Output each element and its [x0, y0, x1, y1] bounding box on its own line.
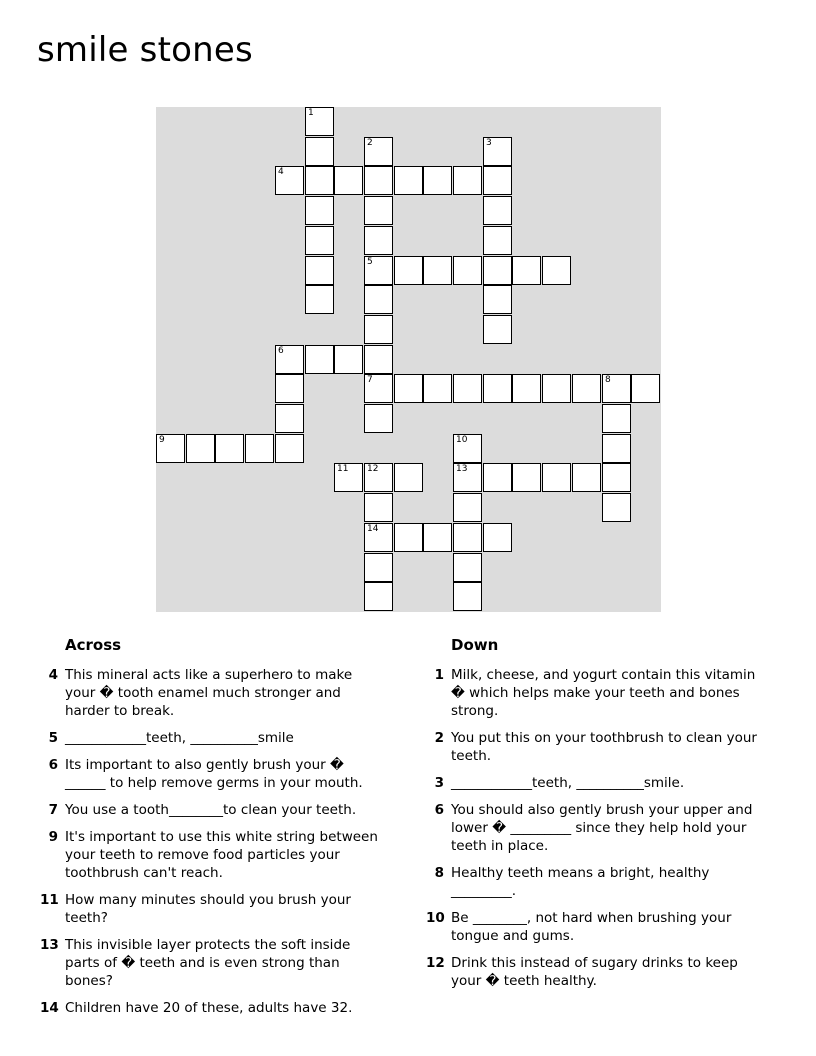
grid-cell[interactable] — [483, 166, 512, 195]
clue-item — [40, 999, 380, 1017]
grid-cell[interactable] — [542, 256, 571, 285]
clue-item — [40, 801, 380, 819]
cell-number: 6 — [278, 346, 284, 356]
grid-cell[interactable] — [364, 226, 393, 255]
clue-number: 8 — [434, 865, 444, 881]
clue-text: This mineral acts like a superhero to make your � tooth enamel much stronger and harder to break. — [65, 667, 353, 719]
page-title: smile stones — [37, 30, 253, 70]
clue-item — [426, 729, 766, 765]
grid-cell[interactable] — [512, 256, 541, 285]
grid-cell[interactable] — [305, 226, 334, 255]
grid-cell[interactable] — [483, 256, 512, 285]
grid-cell[interactable] — [453, 582, 482, 611]
cell-number: 1 — [308, 108, 314, 118]
grid-cell[interactable] — [423, 374, 452, 403]
clue-number: 2 — [434, 730, 444, 746]
grid-cell[interactable] — [631, 374, 660, 403]
grid-cell[interactable] — [483, 226, 512, 255]
clue-item — [426, 864, 766, 900]
grid-cell[interactable] — [364, 345, 393, 374]
cell-number: 12 — [367, 464, 379, 474]
grid-cell[interactable] — [305, 345, 334, 374]
grid-cell[interactable] — [602, 404, 631, 433]
clue-number: 3 — [434, 775, 444, 791]
grid-cell[interactable] — [483, 137, 512, 166]
clue-text: Drink this instead of sugary drinks to keep your � teeth healthy. — [451, 955, 738, 989]
clue-text: You put this on your toothbrush to clean your teeth. — [451, 730, 757, 764]
grid-cell[interactable] — [602, 493, 631, 522]
clue-number: 6 — [434, 802, 444, 818]
cell-number: 14 — [367, 524, 379, 534]
grid-cell[interactable] — [275, 374, 304, 403]
clue-item — [426, 909, 766, 945]
grid-cell[interactable] — [394, 463, 423, 492]
cell-number: 10 — [456, 435, 468, 445]
grid-cell[interactable] — [602, 374, 631, 403]
clue-item — [40, 828, 380, 882]
clue-text: Its important to also gently brush your � ______ to help remove germs in your mouth. — [65, 757, 363, 791]
grid-cell[interactable] — [453, 523, 482, 552]
clue-number: 5 — [48, 730, 58, 746]
cell-number: 2 — [367, 138, 373, 148]
grid-cell[interactable] — [364, 553, 393, 582]
cell-number: 3 — [486, 138, 492, 148]
down-heading: Down — [451, 636, 499, 654]
grid-cell[interactable] — [394, 374, 423, 403]
cell-number: 4 — [278, 167, 284, 177]
crossword-grid — [156, 107, 661, 612]
clue-number: 12 — [426, 955, 445, 971]
cell-number: 8 — [605, 375, 611, 385]
grid-cell[interactable] — [453, 256, 482, 285]
grid-cell[interactable] — [275, 166, 304, 195]
grid-cell[interactable] — [364, 463, 393, 492]
grid-cell[interactable] — [453, 553, 482, 582]
clue-item — [40, 936, 380, 990]
grid-cell[interactable] — [305, 137, 334, 166]
clue-item — [426, 666, 766, 720]
clue-text: Be ________, not hard when brushing your tongue and gums. — [451, 910, 732, 944]
clue-number: 14 — [40, 1000, 59, 1016]
across-clue-list — [40, 666, 380, 1017]
grid-cell[interactable] — [364, 404, 393, 433]
clue-text: You use a tooth________to clean your teeth. — [65, 802, 357, 818]
grid-cell[interactable] — [364, 137, 393, 166]
grid-cell[interactable] — [512, 374, 541, 403]
clue-number: 1 — [434, 667, 444, 683]
grid-cell[interactable] — [453, 493, 482, 522]
grid-cell[interactable] — [275, 345, 304, 374]
grid-cell[interactable] — [394, 523, 423, 552]
clue-text: How many minutes should you brush your teeth? — [65, 892, 351, 926]
grid-cell[interactable] — [483, 285, 512, 314]
clue-item — [426, 774, 766, 792]
grid-cell[interactable] — [572, 463, 601, 492]
clue-item — [426, 954, 766, 990]
grid-cell[interactable] — [245, 434, 274, 463]
grid-cell[interactable] — [364, 256, 393, 285]
clue-text: You should also gently brush your upper and lower � _________ since they help hold your teeth in place. — [451, 802, 753, 854]
clue-item — [40, 729, 380, 747]
clue-item — [426, 801, 766, 855]
grid-cell[interactable] — [305, 107, 334, 136]
clue-item — [40, 756, 380, 792]
grid-cell[interactable] — [483, 523, 512, 552]
grid-cell[interactable] — [305, 285, 334, 314]
clue-text: This invisible layer protects the soft inside parts of � teeth and is even strong than bones? — [65, 937, 351, 989]
grid-cell[interactable] — [305, 166, 334, 195]
grid-cell[interactable] — [364, 523, 393, 552]
clue-number: 4 — [48, 667, 58, 683]
grid-cell[interactable] — [483, 463, 512, 492]
clue-number: 13 — [40, 937, 59, 953]
grid-cell[interactable] — [512, 463, 541, 492]
grid-cell[interactable] — [542, 374, 571, 403]
grid-cell[interactable] — [364, 493, 393, 522]
clue-number: 9 — [48, 829, 58, 845]
grid-cell[interactable] — [453, 434, 482, 463]
grid-cell[interactable] — [483, 196, 512, 225]
grid-cell[interactable] — [334, 166, 363, 195]
grid-cell[interactable] — [186, 434, 215, 463]
grid-cell[interactable] — [394, 256, 423, 285]
grid-cell[interactable] — [275, 404, 304, 433]
grid-cell[interactable] — [453, 166, 482, 195]
clue-text: ____________teeth, __________smile. — [451, 775, 685, 791]
grid-cell[interactable] — [542, 463, 571, 492]
grid-cell[interactable] — [483, 374, 512, 403]
clue-text: Milk, cheese, and yogurt contain this vitamin � which helps make your teeth and bones strong. — [451, 667, 756, 719]
grid-cell[interactable] — [423, 166, 452, 195]
grid-cell[interactable] — [364, 315, 393, 344]
clue-text: Children have 20 of these, adults have 32. — [65, 1000, 353, 1016]
grid-cell[interactable] — [453, 374, 482, 403]
cell-number: 13 — [456, 464, 468, 474]
grid-cell[interactable] — [305, 256, 334, 285]
grid-cell[interactable] — [334, 345, 363, 374]
grid-cell[interactable] — [305, 196, 334, 225]
across-clues — [40, 636, 380, 1026]
clue-number: 7 — [48, 802, 58, 818]
cell-number: 5 — [367, 257, 373, 267]
grid-cell[interactable] — [572, 374, 601, 403]
cell-number: 9 — [159, 435, 165, 445]
clue-number: 10 — [426, 910, 445, 926]
grid-cell[interactable] — [453, 463, 482, 492]
across-heading: Across — [65, 636, 122, 654]
down-clue-list — [426, 666, 766, 990]
clue-number: 6 — [48, 757, 58, 773]
grid-cell[interactable] — [334, 463, 363, 492]
grid-cell[interactable] — [275, 434, 304, 463]
cell-number: 11 — [337, 464, 349, 474]
clue-text: It's important to use this white string between your teeth to remove food particles your toothbrush can't reach. — [65, 829, 378, 881]
grid-cell[interactable] — [423, 523, 452, 552]
grid-cell[interactable] — [364, 582, 393, 611]
clue-item — [40, 666, 380, 720]
clue-item — [40, 891, 380, 927]
grid-cell[interactable] — [364, 166, 393, 195]
down-clues — [426, 636, 766, 999]
grid-cell[interactable] — [602, 463, 631, 492]
clue-text: ____________teeth, __________smile — [65, 730, 294, 746]
clue-number: 11 — [40, 892, 59, 908]
grid-cell[interactable] — [156, 434, 185, 463]
grid-cell[interactable] — [215, 434, 244, 463]
grid-cell[interactable] — [394, 166, 423, 195]
grid-cell[interactable] — [364, 285, 393, 314]
grid-cell[interactable] — [602, 434, 631, 463]
clue-text: Healthy teeth means a bright, healthy _________. — [451, 865, 710, 899]
cell-number: 7 — [367, 375, 373, 385]
grid-cell[interactable] — [423, 256, 452, 285]
grid-cell[interactable] — [483, 315, 512, 344]
grid-cell[interactable] — [364, 196, 393, 225]
grid-cell[interactable] — [364, 374, 393, 403]
